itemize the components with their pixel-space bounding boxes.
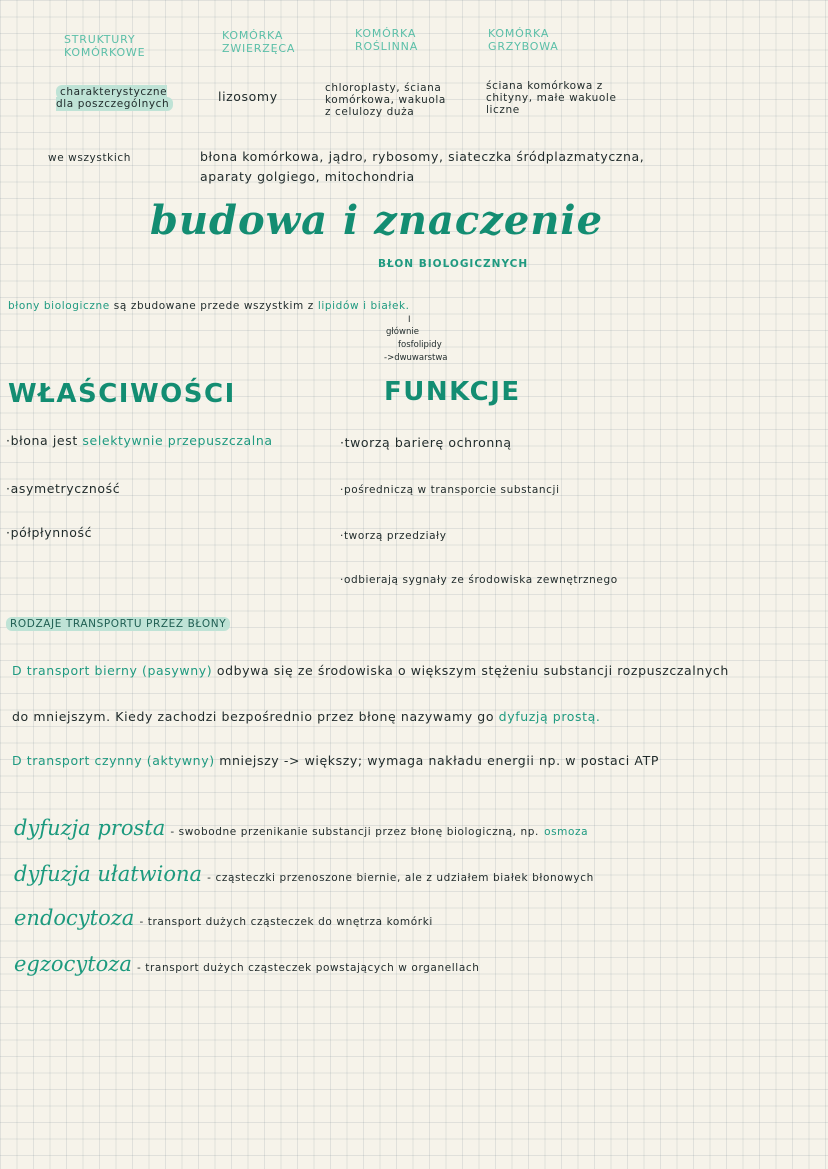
intro-annotation-mainly: głównie: [386, 327, 419, 337]
function-transport: ·pośredniczą w transporcie substancji: [340, 484, 560, 496]
header-structures-text: STRUKTURY KOMÓRKOWE: [64, 33, 146, 59]
passive-transport-desc: odbywa się ze środowiska o większym stężeniu substancji rozpuszczalnych: [216, 663, 729, 678]
active-transport-line: [12, 754, 659, 768]
property-asymmetry: ·asymetryczność: [6, 481, 121, 496]
definition-exocytosis: [14, 952, 479, 976]
row-label-characteristic-text: charakterystyczne dla poszczególnych: [56, 85, 173, 111]
function-signals: ·odbierają sygnały ze środowiska zewnętrznego: [340, 574, 618, 586]
transport-heading: RODZAJE TRANSPORTU PRZEZ BŁONY: [6, 617, 230, 631]
definition-text: - swobodne przenikanie substancji przez błonę biologiczną, np.: [170, 826, 539, 838]
plant-characteristic: chloroplasty, ściana komórkowa, wakuola z celulozy duża: [325, 82, 446, 119]
header-fungal-cell: KOMÓRKA GRZYBOWA: [488, 27, 559, 53]
property-selective: [6, 434, 273, 448]
definition-text: - transport dużych cząsteczek do wnętrza komórki: [139, 916, 433, 928]
active-transport-term: D transport czynny (aktywny): [12, 753, 215, 768]
property-semifluidity: ·półpłynność: [6, 525, 93, 540]
intro-word-membranes: błony: [8, 300, 40, 312]
active-transport-desc: mniejszy -> większy; wymaga nakładu energii np. w postaci ATP: [219, 753, 659, 768]
row-label-all: we wszystkich: [48, 152, 131, 164]
intro-annotation-phospholipids: fosfolipidy: [398, 340, 442, 350]
fungi-characteristic: ściana komórkowa z chityny, małe wakuole liczne: [486, 80, 617, 117]
properties-heading: WŁAŚCIWOŚCI: [8, 379, 236, 409]
intro-annotation-bilayer: ->dwuwarstwa: [384, 353, 448, 363]
definition-term: dyfuzja ułatwiona: [14, 862, 203, 886]
definition-text: - transport dużych cząsteczek powstających w organellach: [136, 962, 480, 974]
definition-facilitated-diffusion: [14, 862, 594, 886]
definition-endocytosis: [14, 906, 433, 930]
functions-heading: FUNKCJE: [384, 377, 521, 407]
header-structures: [64, 34, 174, 59]
passive-transport-line1: [12, 664, 729, 678]
transport-heading-wrap: [6, 618, 230, 630]
header-animal-cell: KOMÓRKA ZWIERZĘCA: [222, 29, 296, 55]
definition-term: endocytoza: [14, 906, 135, 930]
function-compartments: ·tworzą przedziały: [340, 530, 447, 542]
passive-transport-desc2: do mniejszym. Kiedy zachodzi bezpośrednio przez błonę nazywamy go: [12, 709, 495, 724]
intro-annotation-line: I: [408, 315, 411, 325]
property-selective-b: selektywnie przepuszczalna: [82, 433, 273, 448]
property-selective-a: ·błona jest: [6, 433, 78, 448]
function-barrier: ·tworzą barierę ochronną: [340, 435, 512, 450]
passive-transport-simple-diffusion: dyfuzją prostą.: [498, 709, 601, 724]
intro-sentence: [8, 300, 410, 312]
common-structures-line2: aparaty golgiego, mitochondria: [200, 169, 415, 184]
definition-term: egzocytoza: [14, 952, 132, 976]
page-title: budowa i znaczenie: [150, 197, 604, 244]
definition-simple-diffusion: [14, 816, 588, 840]
animal-characteristic: lizosomy: [218, 89, 278, 104]
definition-extra: osmoza: [544, 826, 589, 838]
page-subtitle: BŁON BIOLOGICZNYCH: [378, 258, 529, 270]
definition-text: - cząsteczki przenoszone biernie, ale z udziałem białek błonowych: [207, 872, 594, 884]
passive-transport-term: D transport bierny (pasywny): [12, 663, 213, 678]
row-label-characteristic: [56, 86, 176, 110]
common-structures-line1: błona komórkowa, jądro, rybosomy, siateczka śródplazmatyczna,: [200, 149, 645, 164]
header-plant-cell: KOMÓRKA ROŚLINNA: [355, 27, 419, 53]
intro-lipids-proteins: lipidów i białek.: [317, 300, 410, 312]
intro-word-biological: biologiczne: [43, 300, 110, 312]
definition-term: dyfuzja prosta: [14, 816, 166, 840]
intro-text: są zbudowane przede wszystkim z: [113, 300, 314, 312]
passive-transport-line2: [12, 710, 600, 724]
